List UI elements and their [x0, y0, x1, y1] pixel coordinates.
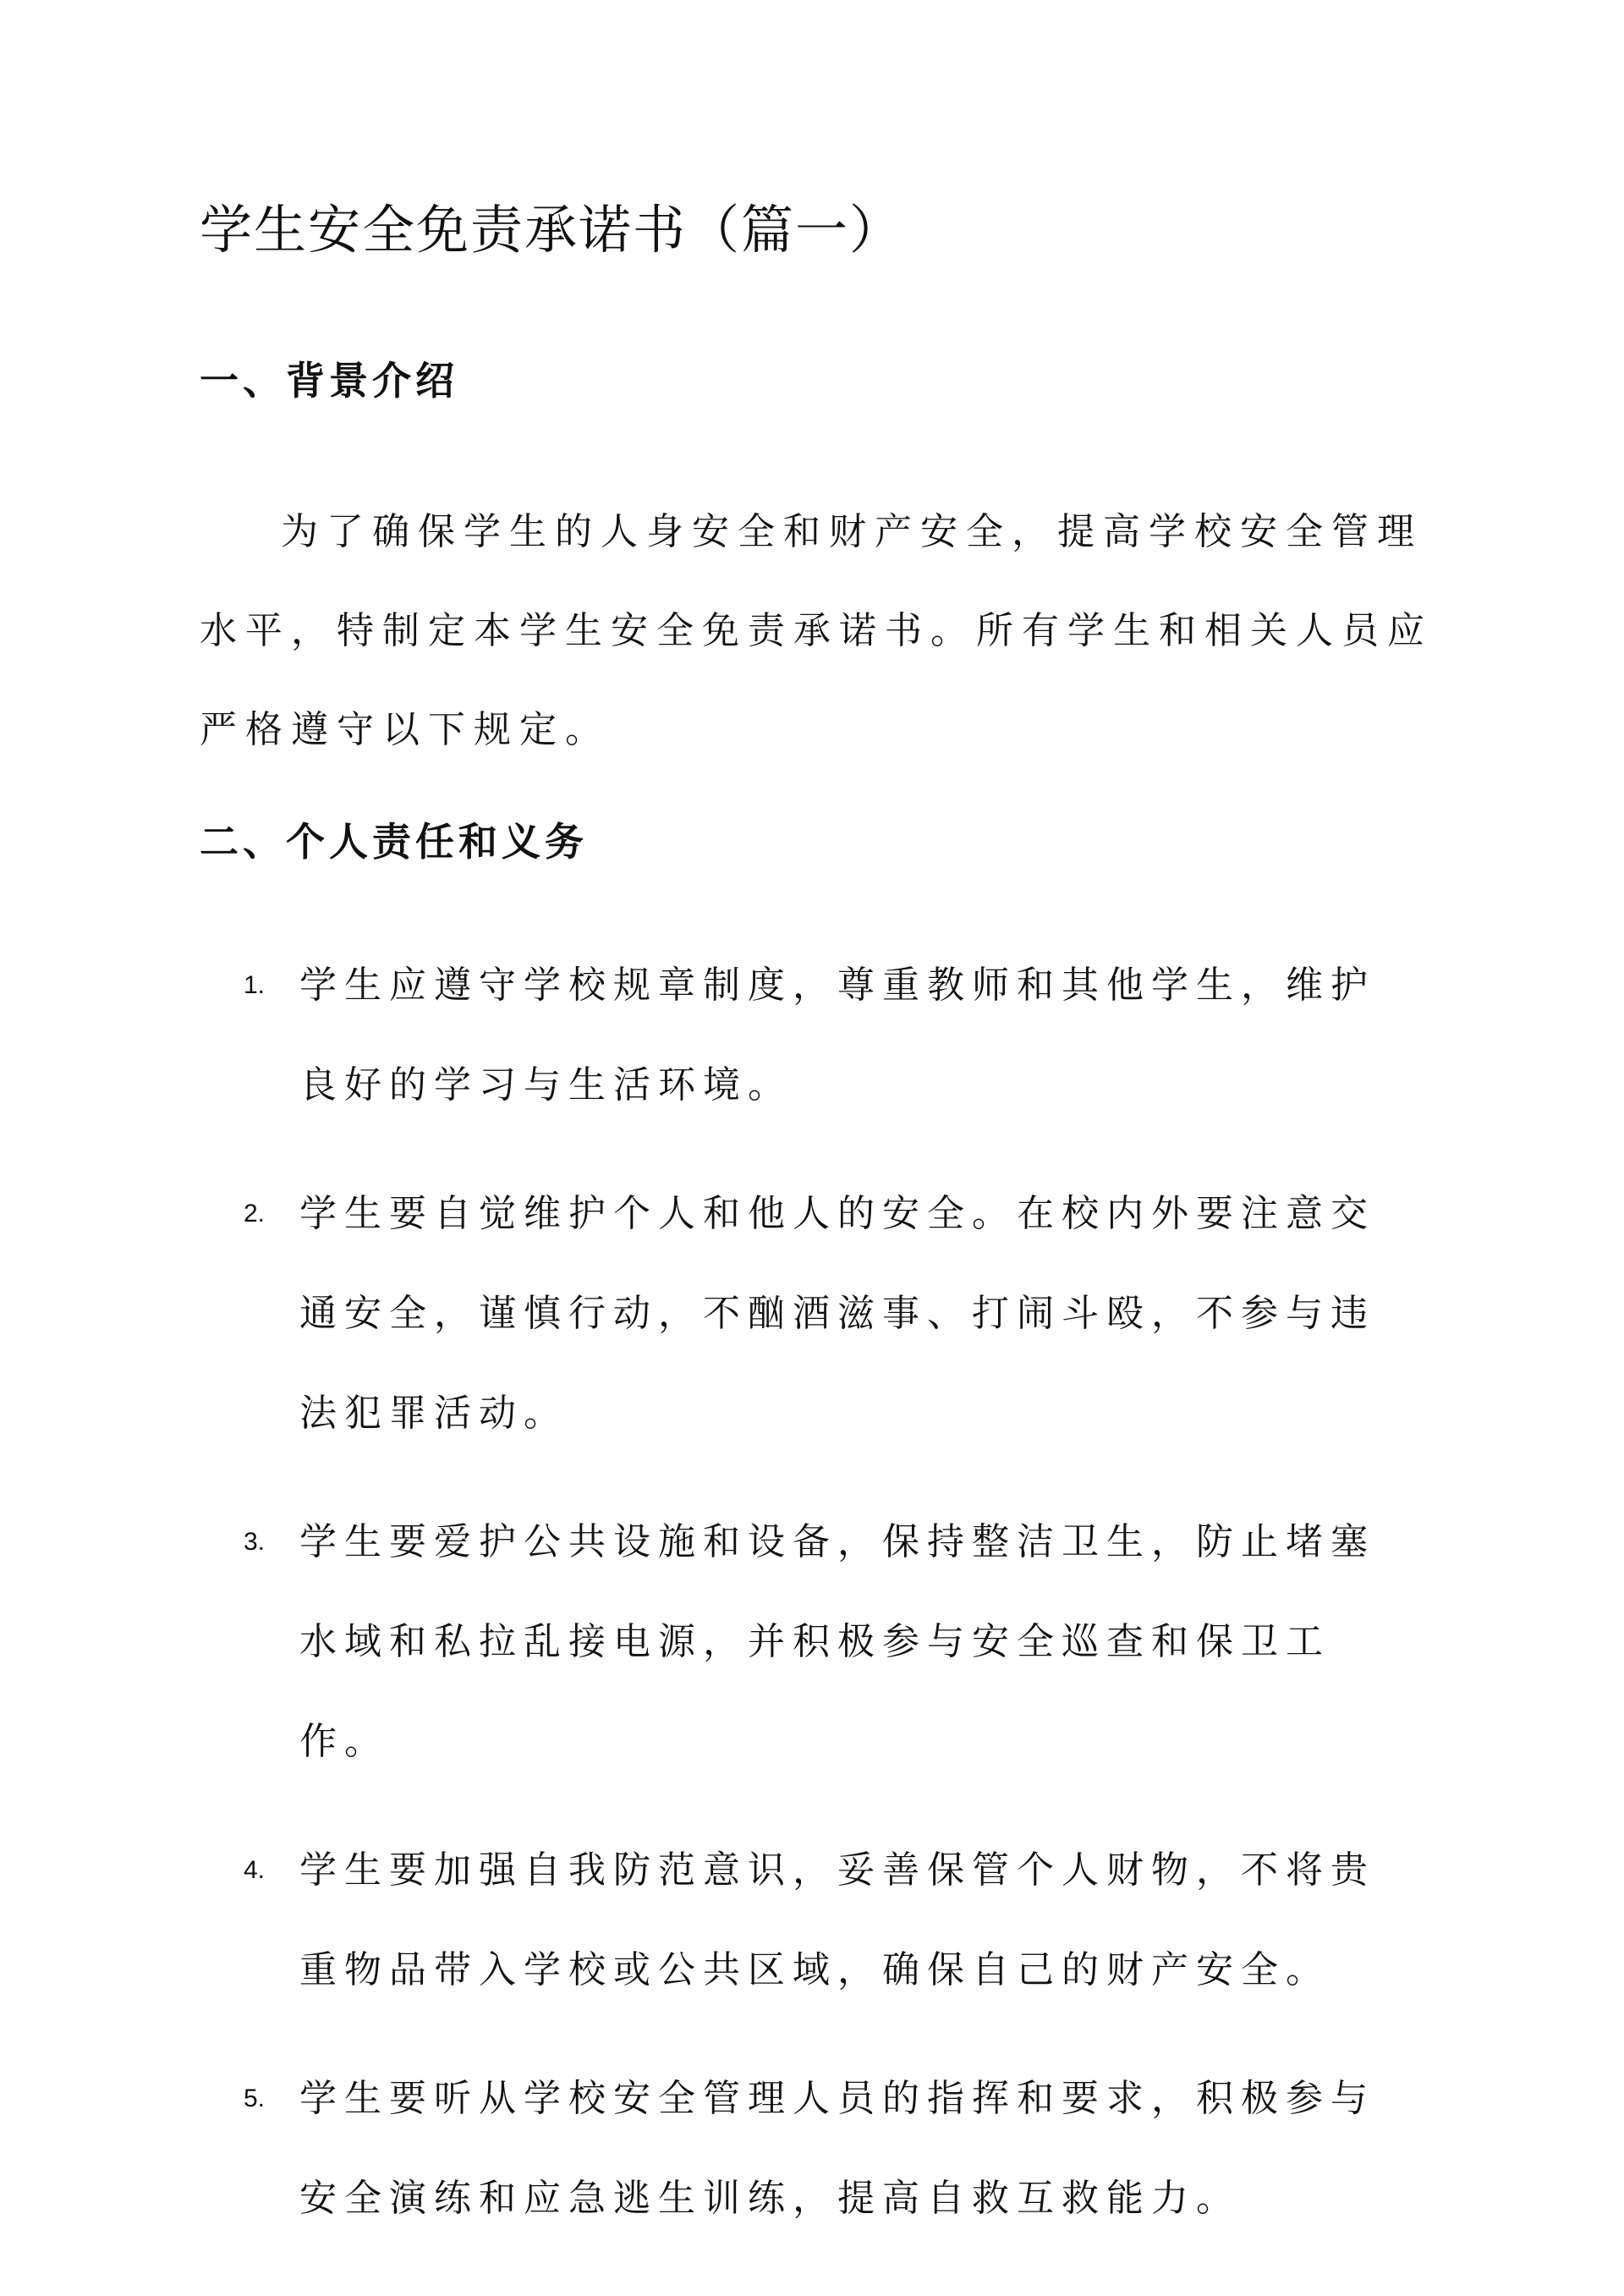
- list-item-number: 2.: [244, 1200, 266, 1228]
- list-item-number: 3.: [244, 1528, 266, 1556]
- list-item: [200, 2049, 1418, 2249]
- list-item: [200, 1821, 1418, 2020]
- list-item: [200, 1164, 1418, 1464]
- list-item-text: 学生应遵守学校规章制度，尊重教师和其他学生，维护良好的学习与生活环境。: [299, 964, 1375, 1107]
- list-item-text: 学生要加强自我防范意识，妥善保管个人财物，不将贵重物品带入学校或公共区域，确保自己的财产安全。: [299, 1848, 1375, 1991]
- list-item-number: 5.: [244, 2085, 266, 2112]
- list-item-number: 4.: [244, 1856, 266, 1884]
- section-heading-background: 一、背景介绍: [200, 358, 458, 404]
- list-item-number: 1.: [244, 971, 266, 999]
- list-item-text: 学生要自觉维护个人和他人的安全。在校内外要注意交通安全，谨慎行动，不酗酒滋事、打闹斗殴，不参与违法犯罪活动。: [299, 1192, 1375, 1435]
- list-item-text: 学生要听从学校安全管理人员的指挥和要求，积极参与安全演练和应急逃生训练，提高自救互救能力。: [299, 2077, 1375, 2220]
- background-paragraph: 为了确保学生的人身安全和财产安全，提高学校安全管理水平，特制定本学生安全免责承诺书。所有学生和相关人员应严格遵守以下规定。: [200, 510, 1433, 751]
- responsibilities-list: [200, 936, 1418, 2277]
- list-item: [200, 1492, 1418, 1792]
- list-item-text: 学生要爱护公共设施和设备，保持整洁卫生，防止堵塞水域和私拉乱接电源，并积极参与安全巡查和保卫工作。: [299, 1520, 1375, 1763]
- document-title: 学生安全免责承诺书（篇一）: [200, 199, 904, 261]
- list-item: [200, 936, 1418, 1135]
- section-heading-responsibilities: 二、个人责任和义务: [200, 819, 588, 865]
